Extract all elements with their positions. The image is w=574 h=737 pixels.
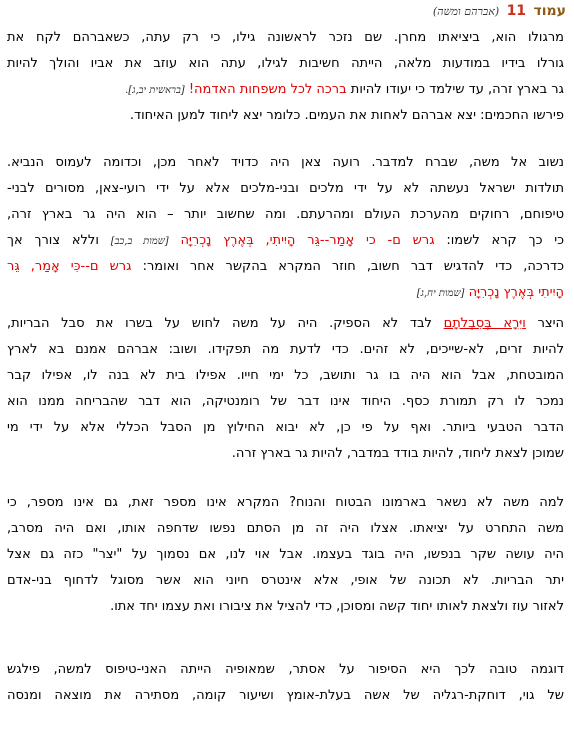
gershom-quote-2: גרש ם--כִּי אָמַר, גֵּר [7,259,132,274]
paragraph-2-line-5 [7,255,564,279]
paragraph-5-line-2: של גוי, דוחקת-רגליה של אשה בעלת-אומץ ושיעור קומה, מסתירה את מוצאה ומנסה [7,688,564,703]
paragraph-2-line-5-text: כדרכה, כדי להדגיש דבר חשוב, חוזר המקרא בהקשר אחר ואומר: [142,259,564,274]
page-label: עמוד [533,3,566,19]
paragraph-3-line-1 [7,312,564,336]
gershom-quote-2-end: הָיִיתִי בְּאֶרֶץ נָכְרִיָּה [468,285,564,300]
paragraph-2-line-4-text: כי כך קרא לשמו: [446,233,564,248]
paragraph-2-line-1: נשוב אל משה, שברח למדבר. רועה צאן היה כדויד לאחר מכן, וכדומה לעמוס הנביא. [7,155,564,170]
blessing-quote: ברכה לכל משפחות האדמה! [188,82,347,97]
paragraph-4-line-2: משה התחרט על יציאתו. אצלו היה זה מן הסתם נפשו שדחפה אותו, ואם היה מסרב, [7,521,564,536]
paragraph-2-line-6 [7,281,564,305]
paragraph-4-line-4: יתר הבריות. לא תכונה של אופי, אלא אינטרס חיוני הוא אשר מסוגל לדחוף בני-אדם [7,573,564,588]
citation-bereshit: [בראשית יב,ג]. [125,85,185,96]
paragraph-1-line-2: גורלו בידיו במודעות מלאה, הייתה חשיבות לגילו, עתה הוא עוזב את אביו והולך להיות [7,56,564,71]
citation-shemot-2: [שמות ב,כב] [110,236,169,247]
citation-shemot-18: [שמות יח,ג] [416,288,465,299]
paragraph-1-line-4: פירשו החכמים: יצא אברהם לאחות את העמים. כלומר יצא ליחוד למען האיחוד. [129,108,564,123]
paragraph-1-line-3-text: גר בארץ זרה, עד שילמד כי יעודו להיות [350,82,564,97]
paragraph-3-line-1-tail: לבד לא הספיק. היה על משה לחוש על בשרו את סבל הבריות, [7,316,432,331]
paragraph-2-line-4 [7,229,564,253]
paragraph-3-line-1-text: היצר [537,316,564,331]
page-number: 11 [506,3,527,19]
paragraph-4-line-1: למה משה לא נשאר בארמונו הבטוח והנוח? המקרא אינו מספר זאת, גם אינו מספר, כי [7,495,564,510]
paragraph-1-line-3 [7,78,564,102]
paragraph-3-line-4: נמכר לו רק תמורת כסף. היחוד אינו דבר של רומנטיקה, הוא דבר שהבריחה ממנו הוא [7,394,564,409]
paragraph-3-line-3: המובטחת, אבל הוא היה בו גר ותושב, כל ימי חייו. אפילו בית לא בנה לו, אפילו קבר [7,368,564,383]
paragraph-4-line-3: היה עושה שקר בנפשו, היה בוגד בעצמו. אבל אוי לנו, אם נסמוך על "יצר" כזה גם אצל [7,547,564,562]
paragraph-2-line-4-tail: וללא צורך אך [7,233,99,248]
gershom-quote-1: גרש ם- כי אָמַר--גֵּר הָיִיתִי, בְּאֶרֶץ נָכְרִיָּה [180,233,435,248]
page-subtitle: (אברהם ומשה) [432,5,500,18]
paragraph-2-line-2: תולדות ישראל נעשתה לא על ידי מלכים ובני-מלכים אלא על ידי רועי-צאן, מסורים לבני- [7,181,564,196]
paragraph-3-line-5: הדבר הטבעי ביותר. ואף על פי כן, לא יבוא החילוץ מן הסבל הכללי אלא על ידי מי [7,420,564,435]
paragraph-1-line-1: מרגולו הוא, ביציאתו מחרן. שם נזכר לראשונה גילו, כי רק עתה, כשאברהם לקח את [7,30,564,45]
paragraph-3-line-6: שמוכן לצאת ליחוד, להיות בודד במדבר, להיות גר בארץ זרה. [231,446,564,461]
paragraph-3-line-2: להיות זרים, לא-שייכים, לא זהים. כדי לדעת מה תפקידו. ושוב: אברהם אמנם בא לארץ [7,342,564,357]
page-header [433,2,566,20]
paragraph-4-line-5: לאזור עוז ולצאת לאותו יחוד קשה ומסוכן, כדי להציל את ציבורו ואת עצמו יחד אתו. [110,599,564,614]
vayar-quote: וַיִּרָא בְּסִבְלֹתָם [443,316,526,331]
paragraph-2-line-3: טיפוחם, רחוקים מהערכת העולם ומהרעתם. ומה שחשוב יותר – הוא היה גר בארץ זרה, [7,207,564,222]
paragraph-5-line-1: דוגמה טובה לכך היא הסיפור על אסתר, שמאופיה הייתה האני-טיפוס למשה, פילגש [7,662,564,677]
